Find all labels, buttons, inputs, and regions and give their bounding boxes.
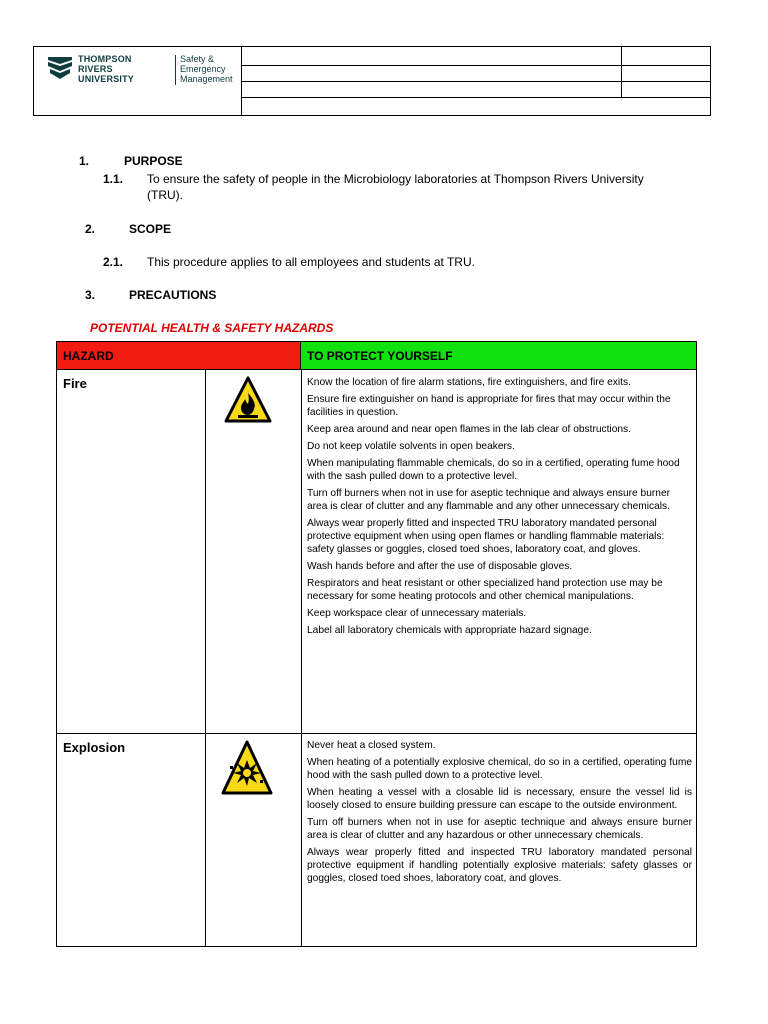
list-item: When heating a vessel with a closable lid is necessary, ensure the vessel lid is loosely closed to ensure building pressure can escape to the outside environment. (307, 787, 692, 811)
section-number: 3. (85, 288, 96, 302)
purpose-text-cont: (TRU). (147, 188, 183, 202)
list-item: Wash hands before and after the use of disposable gloves. (307, 561, 573, 572)
hazard-column-header: HAZARD (57, 342, 301, 370)
list-item: When heating of a potentially explosive chemical, do so in a certified, operating fume hood with the sash pulled down to a protective level. (307, 757, 692, 781)
scope-text: This procedure applies to all employees and students at TRU. (147, 255, 475, 269)
purpose-text: To ensure the safety of people in the Microbiology laboratories at Thompson Rivers University (147, 172, 644, 186)
subsection-number: 1.1. (103, 172, 124, 186)
column-divider (301, 370, 302, 946)
protect-column-header: TO PROTECT YOURSELF (301, 342, 696, 370)
list-item: Do not keep volatile solvents in open beakers. (307, 441, 515, 452)
list-item: Keep workspace clear of unnecessary materials. (307, 608, 527, 619)
header-row (241, 47, 710, 66)
department-name: Safety & Emergency Management (180, 54, 233, 84)
hazard-table (56, 341, 697, 947)
list-item: Always wear properly fitted and inspected TRU laboratory mandated personal protective equipment if handling potentially explosive materials: safety glasses or goggles, closed toed shoes, laboratory coat, and gloves. (307, 847, 692, 884)
document-header (33, 46, 711, 116)
list-item: Respirators and heat resistant or other specialized hand protection use may be necessary for some heating protocols and other chemical manipulations. (307, 578, 663, 602)
header-grid (241, 47, 710, 115)
list-item: Keep area around and near open flames in the lab clear of obstructions. (307, 424, 631, 435)
list-item: Turn off burners when not in use for aseptic technique and always ensure burner area is clear of clutter and any hazardous or other unnecessary chemicals. (307, 817, 692, 841)
hazards-title: POTENTIAL HEALTH & SAFETY HAZARDS (90, 321, 334, 335)
list-item: Turn off burners when not in use for aseptic technique and always ensure burner area is clear of clutter and any flammable and any other unnecessary chemicals. (307, 488, 671, 512)
hazard-name-explosion: Explosion (63, 740, 126, 755)
section-title-scope: SCOPE (129, 222, 172, 236)
logo-divider (175, 55, 176, 85)
list-item: Always wear properly fitted and inspected TRU laboratory mandated personal protective equipment when using open flames or handling flammable materials: safety glasses or goggles, closed toed shoes, laboratory coat, and gloves. (307, 518, 665, 555)
list-item: When manipulating flammable chemicals, do so in a certified, operating fume hood with the sash pulled down to a protective level. (307, 458, 680, 482)
tru-logo-icon (46, 54, 74, 82)
list-item: Ensure fire extinguisher on hand is appropriate for fires that may occur within the facilities in question. (307, 394, 671, 418)
explosion-precautions-list (307, 739, 692, 889)
row-divider (57, 733, 696, 734)
list-item: Label all laboratory chemicals with appropriate hazard signage. (307, 625, 592, 636)
section-title-purpose: PURPOSE (124, 154, 183, 168)
flammable-icon (223, 375, 273, 427)
section-number: 1. (79, 154, 90, 168)
subsection-number: 2.1. (103, 255, 124, 269)
section-number: 2. (85, 222, 96, 236)
header-row (241, 81, 710, 98)
column-divider (205, 370, 206, 946)
header-row (241, 65, 710, 82)
list-item: Know the location of fire alarm stations, fire extinguishers, and fire exits. (307, 377, 631, 388)
hazard-name-fire: Fire (63, 376, 87, 391)
explosive-icon (220, 738, 274, 800)
list-item: Never heat a closed system. (307, 740, 436, 751)
fire-precautions-list (307, 376, 692, 641)
logo-cell (34, 47, 242, 115)
university-name: THOMPSON RIVERS UNIVERSITY (78, 54, 135, 84)
section-title-precautions: PRECAUTIONS (129, 288, 217, 302)
